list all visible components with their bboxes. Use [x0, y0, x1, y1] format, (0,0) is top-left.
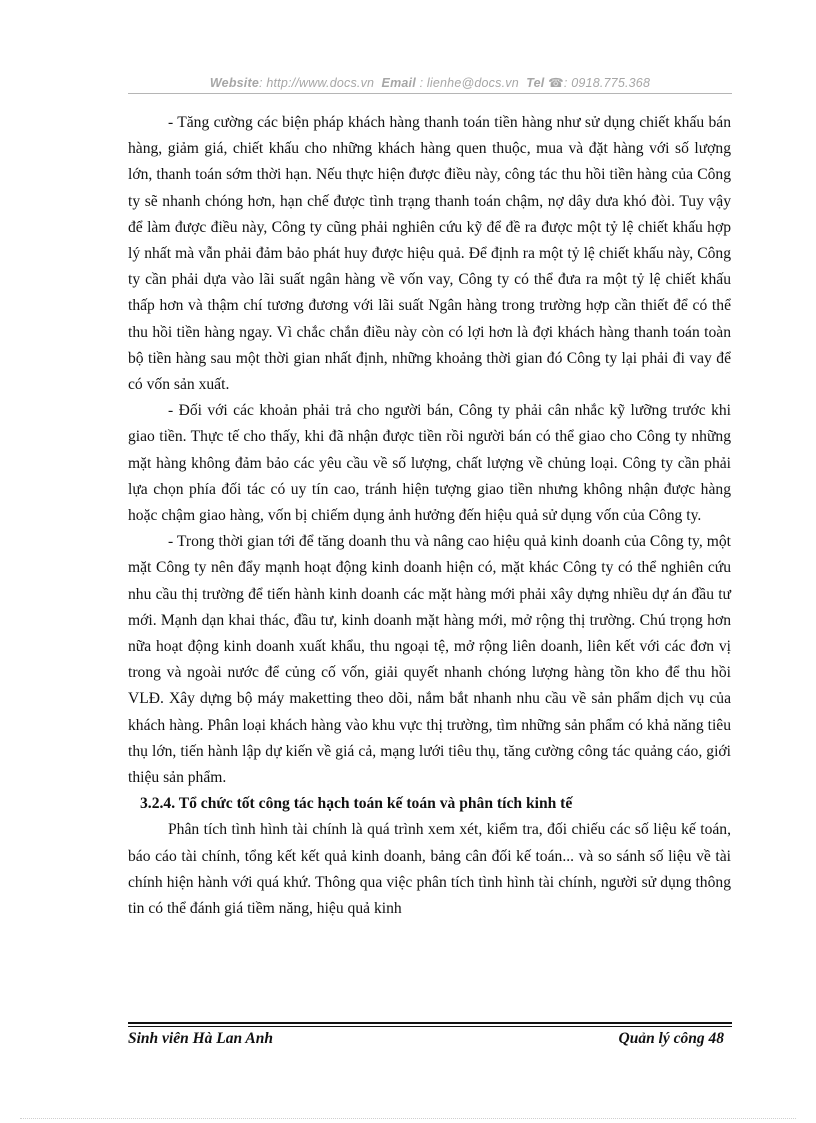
- phone-icon: ☎: [548, 76, 564, 90]
- website-label: Website: [209, 76, 259, 90]
- email-label: Email: [381, 76, 416, 90]
- website-separator: :: [259, 76, 267, 90]
- page-bottom-border: [20, 1118, 796, 1119]
- section-heading: 3.2.4. Tổ chức tốt công tác hạch toán kế toán và phân tích kinh tế: [140, 795, 573, 813]
- paragraph: - Đối với các khoản phải trả cho người bán, Công ty phải cân nhắc kỹ lưỡng trước khi giao tiền. Thực tế cho thấy, khi đã nhận được tiền rồi người bán có thể giao cho Công ty những mặt hàng không đảm bảo các yêu cầu về số lượng, chất lượng về chủng loại. Công ty cần phải lựa chọn phía đối tác có uy tín cao, tránh hiện tượng giao tiền nhưng không nhận được hàng hoặc chậm giao hàng, vốn bị chiếm dụng ảnh hưởng đến hiệu quả sử dụng vốn của Công ty.: [128, 402, 731, 525]
- email-address[interactable]: lienhe@docs.vn: [426, 76, 519, 90]
- email-separator: :: [415, 76, 427, 90]
- tel-label: Tel: [526, 76, 545, 90]
- paragraph: - Trong thời gian tới để tăng doanh thu và nâng cao hiệu quả kinh doanh của Công ty, một mặt Công ty nên đẩy mạnh hoạt động kinh doanh hiện có, mặt khác Công ty có thể nghiên cứu nhu cầu thị trường để tiến hành kinh doanh các mặt hàng mới phải xây dựng nhiều dự án đầu tư mới. Mạnh dạn khai thác, đầu tư, kinh doanh mặt hàng mới, mở rộng thị trường. Chú trọng hơn nữa hoạt động kinh doanh xuất khẩu, thu ngoại tệ, mở rộng liên doanh, liên kết với các đơn vị trong và ngoài nước để củng cố vốn, giải quyết nhanh chóng lượng hàng tồn kho để thu hồi VLĐ. Xây dựng bộ máy maketting theo dõi, nắm bắt nhanh nhu cầu về sản phẩm dịch vụ của khách hàng. Phân loại khách hàng vào khu vực thị trường, tìm những sản phẩm có khả năng tiêu thụ lớn, tiến hành lập dự kiến về giá cả, mạng lưới tiêu thụ, tăng cường công tác quảng cáo, giới thiệu sản phẩm.: [128, 533, 731, 787]
- tel-number: : 0918.775.368: [563, 76, 651, 90]
- document-body: [128, 110, 731, 922]
- page-header: [128, 75, 732, 90]
- header-divider: [128, 93, 732, 94]
- paragraph: - Tăng cường các biện pháp khách hàng thanh toán tiền hàng như sử dụng chiết khấu bán hàng, giảm giá, chiết khấu cho những khách hàng quen thuộc, mua và đặt hàng với số lượng lớn, thanh toán sớm thời hạn. Nếu thực hiện được điều này, công tác thu hồi tiền hàng của Công ty sẽ nhanh chóng hơn, hạn chế được tình trạng thanh toán chậm, nợ dây dưa khó đòi. Tuy vậy để làm được điều này, Công ty cũng phải nghiên cứu kỹ để đề ra được một tỷ lệ chiết khấu hợp lý nhất mà vẫn phải đảm bảo phát huy được hiệu quả. Để định ra một tỷ lệ chiết khấu này, Công ty cần phải dựa vào lãi suất ngân hàng về vốn vay, Công ty có thể đưa ra một tỷ lệ chiết khấu thấp hơn và thậm chí tương đương với lãi suất Ngân hàng trong trường hợp cần thiết để có thể thu hồi tiền hàng ngay. Vì chắc chắn điều này còn có lợi hơn là đợi khách hàng thanh toán toàn bộ tiền hàng sau một thời gian nhất định, những khoảng thời gian đó Công ty lại phải đi vay để có vốn sản xuất.: [128, 114, 731, 394]
- footer-divider-thin: [128, 1026, 732, 1027]
- footer-page-label: Quản lý công 48: [618, 1030, 724, 1047]
- footer-author: Sinh viên Hà Lan Anh: [128, 1030, 274, 1047]
- footer-divider-thick: [128, 1022, 732, 1024]
- paragraph: Phân tích tình hình tài chính là quá trình xem xét, kiểm tra, đối chiếu các số liệu kế toán, báo cáo tài chính, tổng kết kết quả kinh doanh, bảng cân đối kế toán... và so sánh số liệu về tài chính hiện hành với quá khứ. Thông qua việc phân tích tình hình tài chính, người sử dụng thông tin có thể đánh giá tiềm năng, hiệu quả kinh: [128, 821, 731, 918]
- website-url[interactable]: http://www.docs.vn: [266, 76, 375, 90]
